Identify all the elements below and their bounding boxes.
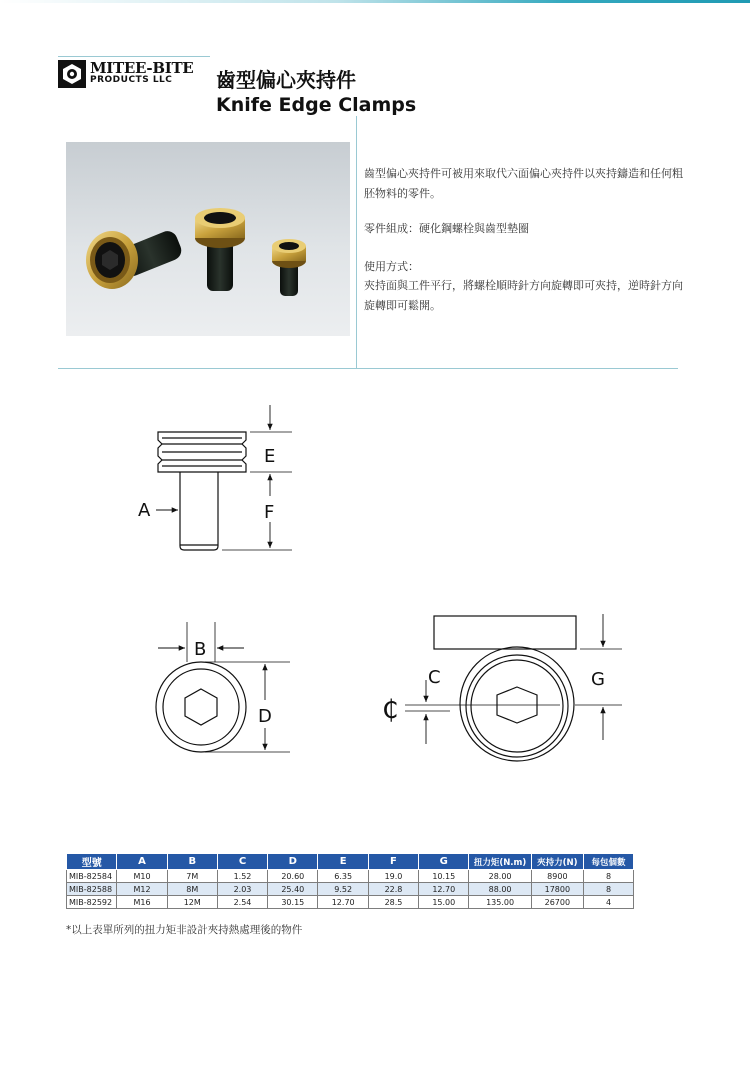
label-E: E	[264, 446, 276, 467]
label-G: G	[591, 669, 605, 690]
spec-table	[66, 853, 634, 909]
page-title-zh: 齒型偏心夾持件	[216, 68, 356, 92]
table-cell: 8M	[167, 883, 217, 896]
description-usage-title: 使用方式：	[364, 260, 419, 273]
table-cell: 19.0	[368, 870, 418, 883]
table-cell: 4	[584, 896, 634, 909]
table-cell: 2.03	[217, 883, 267, 896]
footnote: *以上表單所列的扭力矩非設計夾持熱處理後的物件	[66, 924, 303, 936]
label-C: C	[428, 667, 441, 688]
label-D: D	[258, 706, 272, 727]
col-header: A	[117, 854, 167, 870]
table-cell: 28.5	[368, 896, 418, 909]
table-cell: 9.52	[318, 883, 368, 896]
table-cell: MIB-82588	[67, 883, 117, 896]
col-header: E	[318, 854, 368, 870]
col-header: 夾持力(N)	[531, 854, 583, 870]
table-cell: 17800	[531, 883, 583, 896]
table-cell: 8	[584, 870, 634, 883]
page-title-en: Knife Edge Clamps	[216, 94, 417, 116]
table-cell: 22.8	[368, 883, 418, 896]
table-row	[67, 870, 634, 883]
description-intro: 齒型偏心夾持件可被用來取代六面偏心夾持件以夾持鑄造和任何粗胚物料的零件。	[364, 167, 683, 200]
table-cell: 2.54	[217, 896, 267, 909]
table-row	[67, 883, 634, 896]
label-F: F	[264, 502, 275, 523]
table-cell: MIB-82584	[67, 870, 117, 883]
table-cell: 88.00	[469, 883, 531, 896]
col-header: 扭力矩(N.m)	[469, 854, 531, 870]
table-header-row	[67, 854, 634, 870]
label-A: A	[138, 500, 151, 521]
top-view-drawing	[156, 622, 290, 752]
col-header: D	[268, 854, 318, 870]
table-cell: M16	[117, 896, 167, 909]
table-cell: 20.60	[268, 870, 318, 883]
table-row	[67, 896, 634, 909]
table-cell: 6.35	[318, 870, 368, 883]
table-cell: 135.00	[469, 896, 531, 909]
table-cell: 10.15	[419, 870, 469, 883]
table-cell: MIB-82592	[67, 896, 117, 909]
table-cell: 28.00	[469, 870, 531, 883]
description-components: 零件組成：硬化鋼螺栓與齒型墊圈	[364, 222, 529, 235]
table-cell: M10	[117, 870, 167, 883]
table-cell: 12.70	[318, 896, 368, 909]
table-cell: 30.15	[268, 896, 318, 909]
table-cell: 8900	[531, 870, 583, 883]
table-cell: 25.40	[268, 883, 318, 896]
label-B: B	[194, 639, 207, 660]
table-cell: 8	[584, 883, 634, 896]
table-cell: 12M	[167, 896, 217, 909]
side-view-drawing	[156, 405, 292, 550]
col-header: 每包個數	[584, 854, 634, 870]
brand-subtitle: PRODUCTS LLC	[90, 75, 173, 85]
centerline-symbol: ₵	[382, 695, 399, 725]
table-cell: 12.70	[419, 883, 469, 896]
table-cell: 26700	[531, 896, 583, 909]
table-cell: 15.00	[419, 896, 469, 909]
table-cell: 7M	[167, 870, 217, 883]
table-cell: M12	[117, 883, 167, 896]
col-header: C	[217, 854, 267, 870]
description-usage: 夾持面與工件平行，將螺栓順時針方向旋轉即可夾持，逆時針方向旋轉即可鬆開。	[364, 279, 683, 312]
brand-name: MITEE-BITE	[90, 59, 194, 77]
table-cell: 1.52	[217, 870, 267, 883]
col-header: F	[368, 854, 418, 870]
col-header: G	[419, 854, 469, 870]
col-header: 型號	[67, 854, 117, 870]
col-header: B	[167, 854, 217, 870]
